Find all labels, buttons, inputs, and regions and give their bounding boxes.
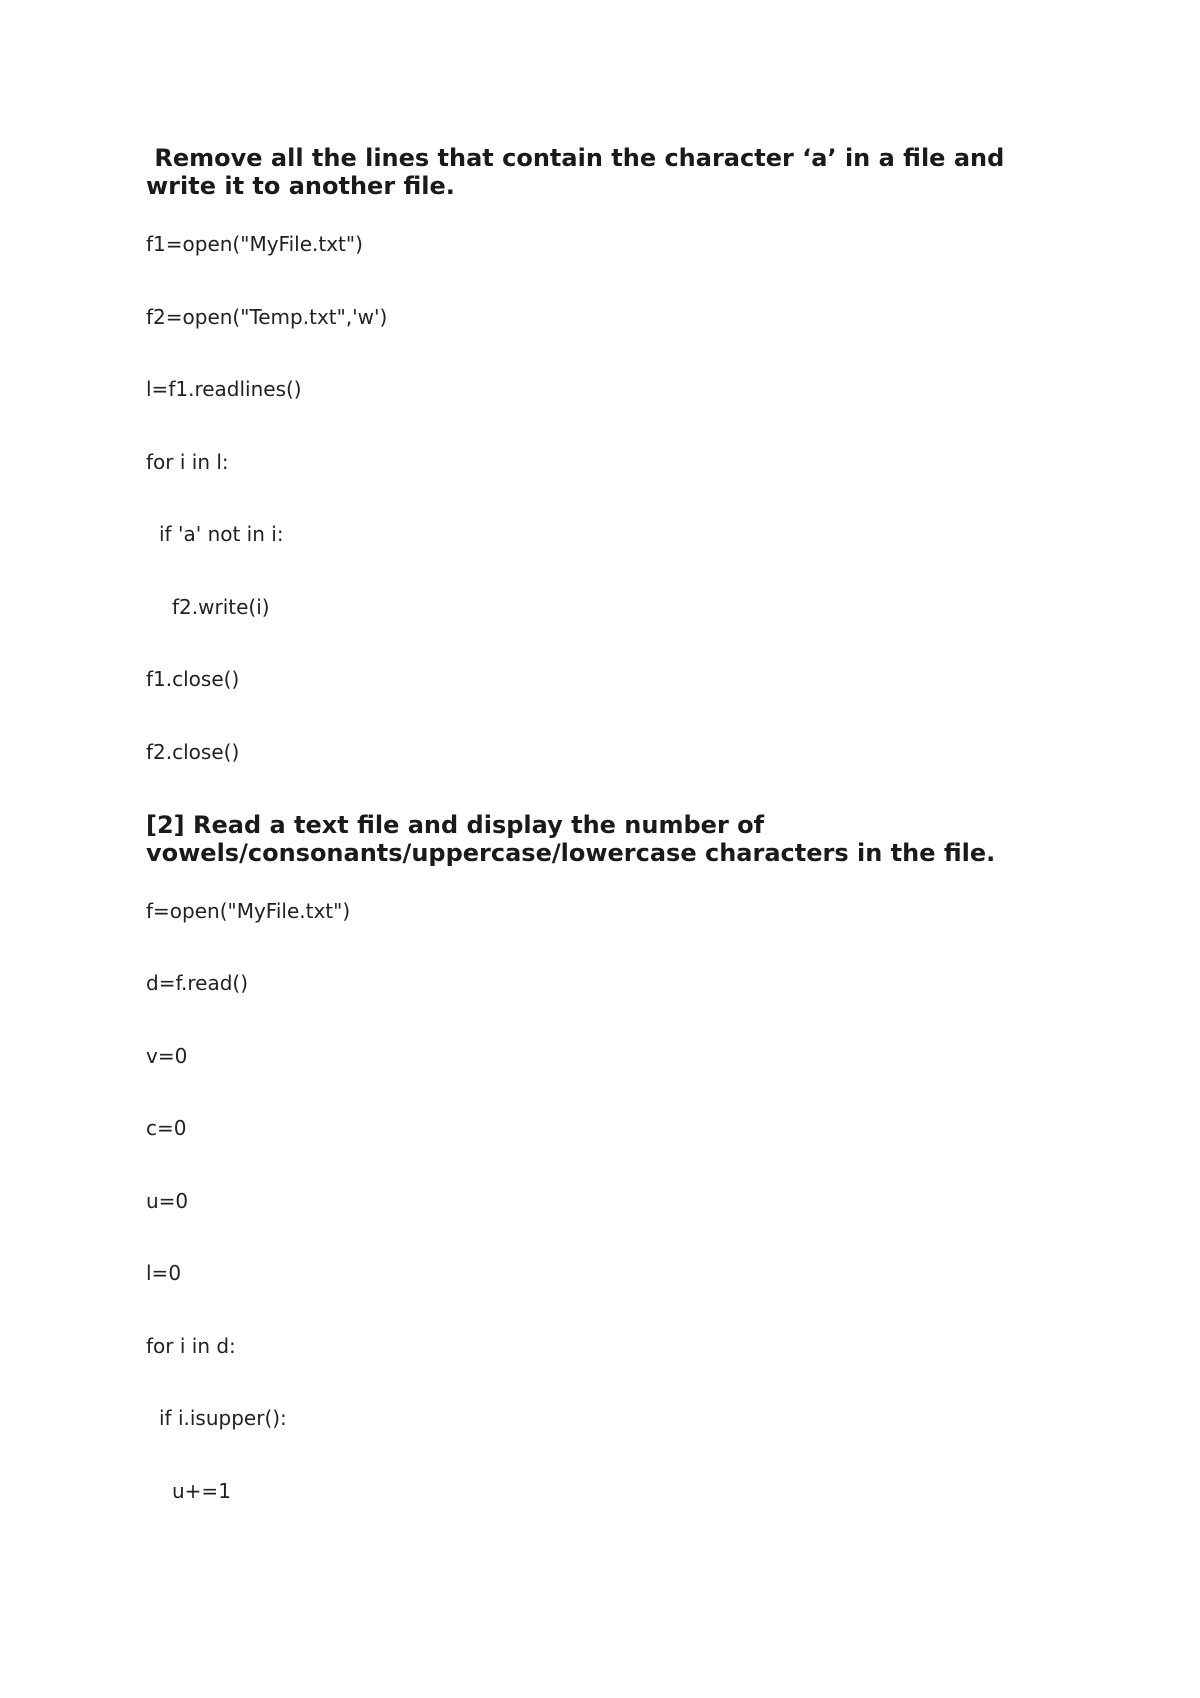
section-1-heading: Remove all the lines that contain the character ‘a’ in a file and write it to another file.	[146, 144, 1013, 200]
code-line: for i in d:	[146, 1334, 236, 1358]
section-2-heading: [2] Read a text file and display the number of vowels/consonants/uppercase/lowercase characters in the file.	[146, 811, 996, 867]
code-line: f1.close()	[146, 667, 240, 691]
code-line: l=f1.readlines()	[146, 377, 302, 401]
code-line: f1=open("MyFile.txt")	[146, 232, 363, 256]
code-line: f=open("MyFile.txt")	[146, 899, 351, 923]
code-line: for i in l:	[146, 450, 229, 474]
code-line: if i.isupper():	[159, 1406, 287, 1430]
code-line: if 'a' not in i:	[159, 522, 284, 546]
code-line: l=0	[146, 1261, 182, 1285]
code-line: d=f.read()	[146, 971, 249, 995]
code-line: u=0	[146, 1189, 189, 1213]
code-line: u+=1	[172, 1479, 231, 1503]
code-line: f2.close()	[146, 740, 240, 764]
code-line: c=0	[146, 1116, 187, 1140]
code-line: f2=open("Temp.txt",'w')	[146, 305, 388, 329]
code-line: f2.write(i)	[172, 595, 270, 619]
code-line: v=0	[146, 1044, 188, 1068]
